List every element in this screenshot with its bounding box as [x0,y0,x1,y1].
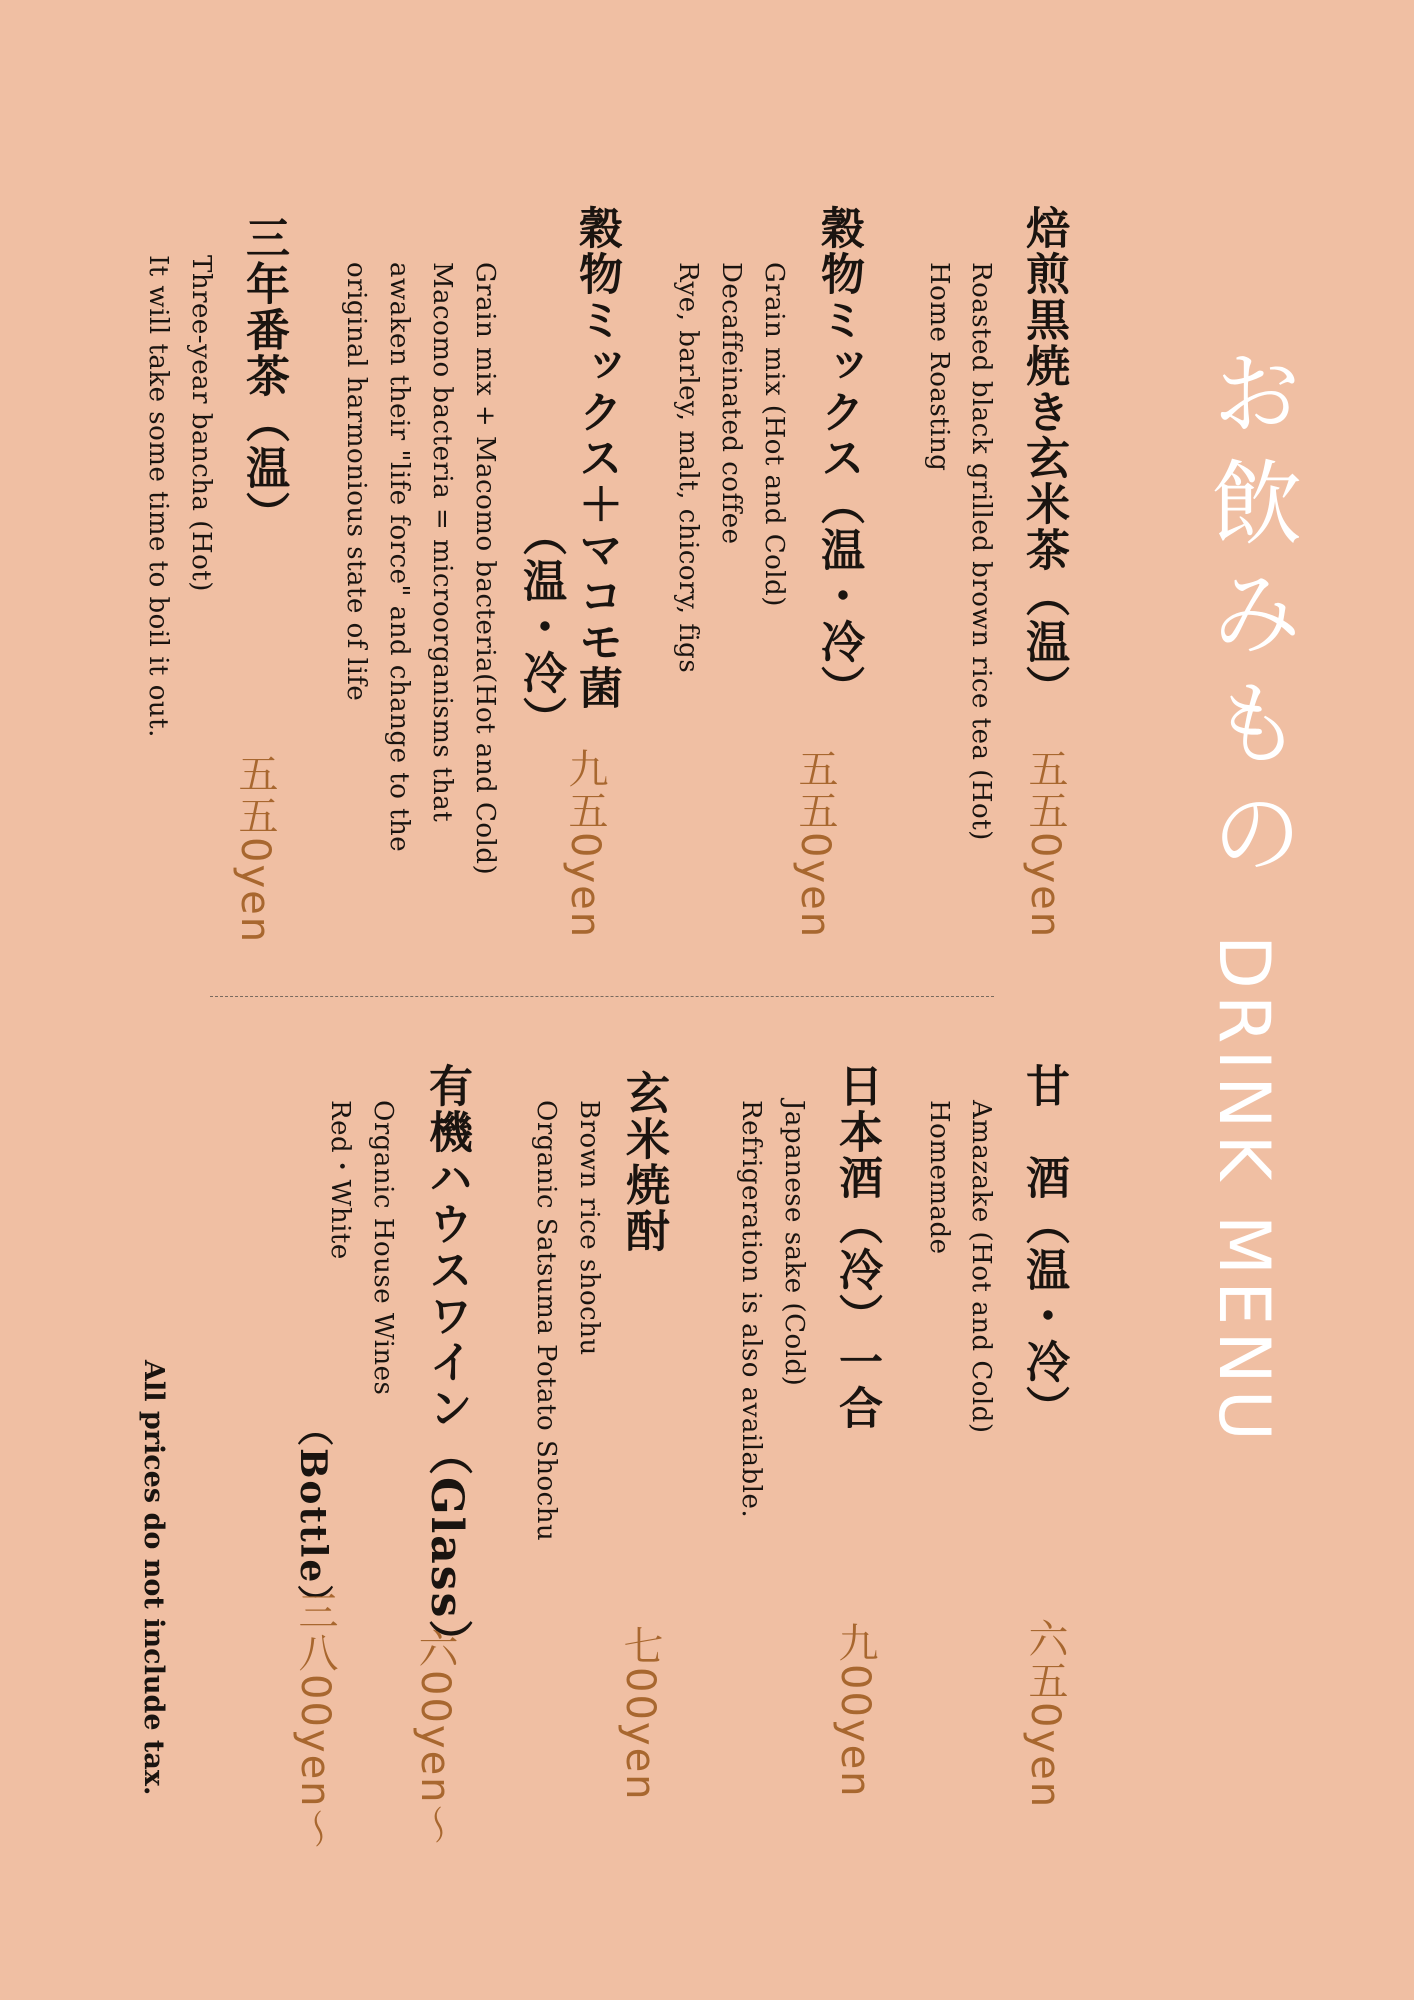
menu-item-description: Macomo bacteria = microorganisms that [427,262,457,823]
menu-item-description: awaken their "life force" and change to the [384,262,414,853]
title-japanese: お飲みもの [1196,345,1303,895]
menu-item-description: Three-year bancha (Hot) [186,255,216,592]
menu-item-name: 穀物ミックス（温・冷） [813,205,864,711]
menu-item-price: 五五0yen [232,753,278,945]
menu-item-description: Red・White [325,1100,355,1260]
menu-item-description: Organic House Wines [368,1100,398,1396]
menu-item-description: Japanese sake (Cold) [779,1100,809,1387]
menu-item-description: Decaffeinated coffee [716,262,746,545]
menu-item-price: 六五0yen [1022,1618,1068,1810]
menu-item-name: 玄米焼酎 [618,1070,669,1254]
menu-item-description: Rye, barley, malt, chicory, figs [673,262,703,674]
menu-item-name: 穀物ミックス＋マコモ菌 [571,205,622,711]
menu-item-name: 有機ハウスワイン（Glass） [421,1063,472,1666]
menu-item-price: 六00yen～ [412,1628,458,1847]
menu-item-price: 七00yen [617,1625,663,1802]
menu-item-description: Amazake (Hot and Cold) [966,1100,996,1434]
menu-item-description: original harmonious state of life [341,262,371,702]
menu-item-description: It will take some time to boil it out. [143,255,173,738]
menu-item-description: Homemade [924,1100,954,1255]
menu-item-description: Refrigeration is also available. [736,1100,766,1519]
section-divider [210,996,994,997]
menu-item-name: 三年番茶（温） [238,215,289,537]
title-english: DRINK MENU [1203,935,1285,1447]
menu-item-description: Grain mix + Macomo bacteria(Hot and Cold) [470,262,500,876]
tax-note: All prices do not include tax. [138,1360,169,1796]
menu-item-price: 九五0yen [562,748,608,940]
menu-item-description: Organic Satsuma Potato Shochu [531,1100,561,1542]
wine-bottle-price: 三八00yen～ [292,1590,338,1851]
menu-item-description: Roasted black grilled brown rice tea (Hot) [966,262,996,841]
menu-item-name: 甘 酒（温・冷） [1018,1063,1069,1431]
wine-bottle-label: （Bottle） [292,1410,334,1623]
menu-item-price: 五五0yen [792,748,838,940]
menu-item-price: 九00yen [832,1622,878,1799]
menu-item-name: 日本酒（冷）一合 [831,1063,882,1431]
menu-item-description: Brown rice shochu [574,1100,604,1356]
menu-item-name: 焙煎黒焼き玄米茶（温） [1018,205,1069,711]
menu-item-name-continued: （温・冷） [515,512,566,742]
menu-item-description: Home Roasting [924,262,954,472]
menu-item-price: 五五0yen [1022,748,1068,940]
menu-item-description: Grain mix (Hot and Cold) [759,262,789,607]
